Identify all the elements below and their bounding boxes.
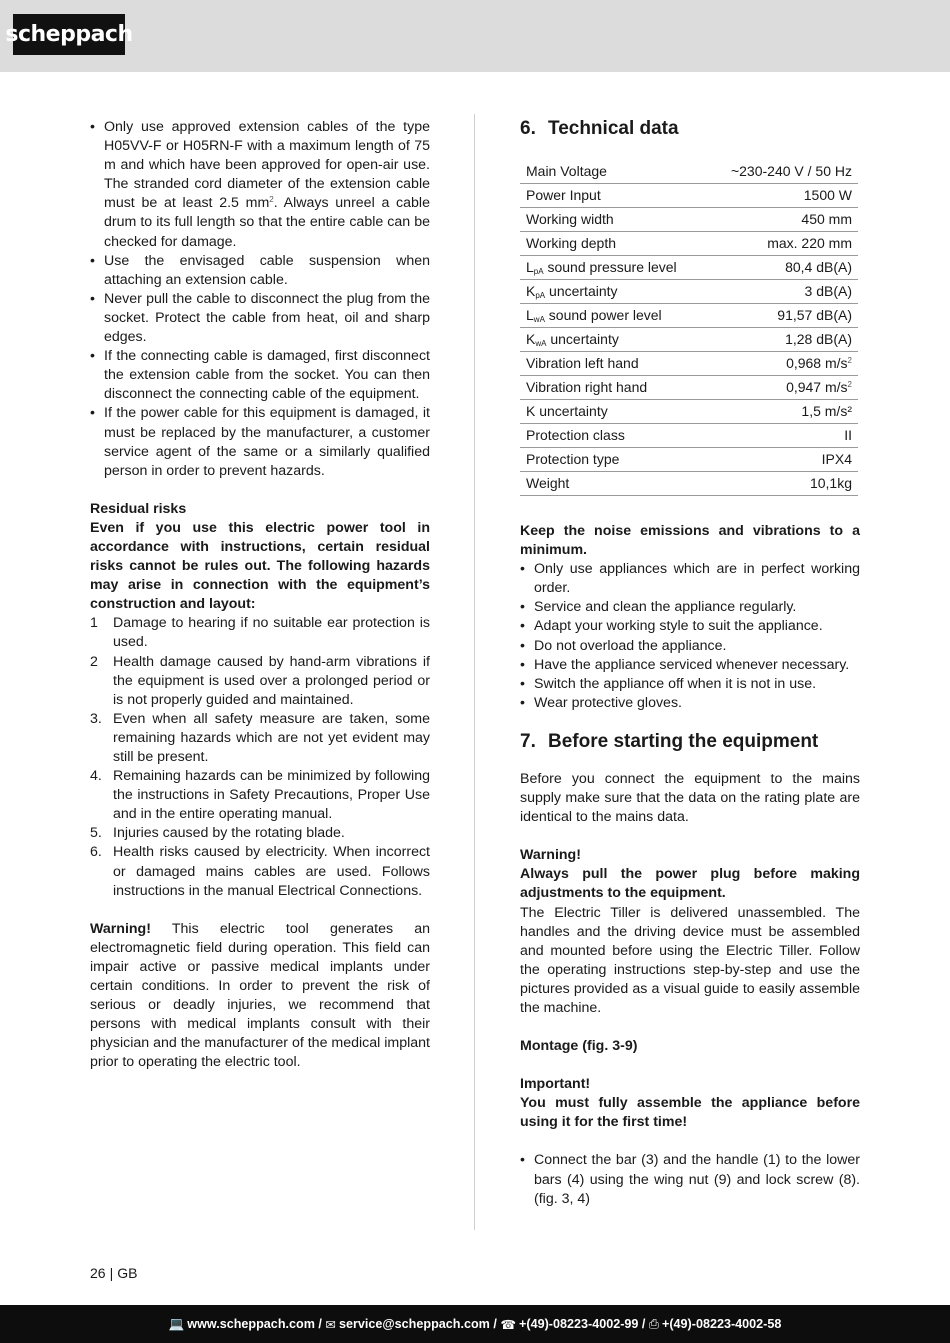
list-item: • If the power cable for this equipment is damaged, it must be replaced by the manufacturer, a customer service agent of the same or a similarly qualified person in order to prevent hazards. [90, 404, 430, 480]
warning-label: Warning! [520, 847, 581, 864]
table-row [520, 280, 858, 304]
spec-value: 10,1kg [706, 472, 858, 496]
spec-value: ~230-240 V / 50 Hz [706, 160, 858, 184]
fax-icon: ⎙ [648, 1316, 659, 1331]
spec-label: Working depth [520, 232, 706, 256]
spec-value: 0,968 $m/s^2$ [706, 352, 858, 376]
table-row [520, 160, 858, 184]
spec-value: 450 mm [706, 208, 858, 232]
before-starting-heading: 7. Before starting the equipment [520, 730, 819, 752]
spec-label: Protection class [520, 424, 706, 448]
spec-label: $K_{wA}$ uncertainty [520, 328, 706, 352]
phone-icon: ☎ [500, 1317, 517, 1332]
spec-value: 80,4 dB(A) [706, 256, 858, 280]
list-item: • Do not overload the appliance. [520, 637, 860, 656]
noise-list [520, 560, 860, 713]
important-text: You must fully assemble the appliance before using it for the first time! [520, 1095, 860, 1131]
footer-bar [0, 1305, 950, 1343]
list-item: • Never pull the cable to disconnect the plug from the socket. Protect the cable from heat, oil and sharp edges. [90, 290, 430, 347]
list-item: • Connect the bar (3) and the handle (1) to the lower bars (4) using the wing nut (9) and lock screw (8). (fig. 3, 4) [520, 1151, 860, 1208]
list-item: • Adapt your working style to suit the appliance. [520, 617, 860, 636]
montage-heading: Montage (fig. 3-9) [520, 1038, 638, 1055]
list-item: 3. Even when all safety measure are taken, some remaining hazards which are not yet evident may still be present. [90, 710, 430, 765]
spec-label: Main Voltage [520, 160, 706, 184]
right-column [520, 118, 860, 1209]
spec-label: K uncertainty [520, 400, 706, 424]
spec-label: Protection type [520, 448, 706, 472]
spec-value: 3 dB(A) [706, 280, 858, 304]
table-row [520, 208, 858, 232]
before-starting-text: Before you connect the equipment to the mains supply make sure that the data on the rating plate are identical to the mains data. [520, 770, 860, 826]
table-row [520, 400, 858, 424]
spec-value: 1,28 dB(A) [706, 328, 858, 352]
list-item: • Have the appliance serviced whenever necessary. [520, 656, 860, 675]
warning-text: Always pull the power plug before making adjustments to the equipment. [520, 866, 860, 902]
table-row [520, 232, 858, 256]
table-row [520, 472, 858, 496]
footer-fax: +(49)-08223-4002-58 [662, 1317, 782, 1331]
list-item: 6. Health risks caused by electricity. When incorrect or damaged mains cables are used. Follows instructions in the manual Electrical Connections. [90, 844, 430, 899]
computer-icon: 💻 [168, 1316, 185, 1331]
table-row [520, 448, 858, 472]
residual-risks-list [90, 614, 430, 900]
spec-label: Weight [520, 472, 706, 496]
list-item: • Only use approved extension cables of the type H05VV-F or H05RN-F with a maximum length of 75 m and which have been approved for open-air use. The stranded cord diameter of the extension cable must be at least 2.5 $mm^2$. Always unreel a cable drum to its full length so that the entire cable can be checked for damage. [90, 118, 430, 252]
list-item: • Service and clean the appliance regularly. [520, 598, 860, 617]
spec-value: IPX4 [706, 448, 858, 472]
emf-warning: Warning! This electric tool generates an electromagnetic field during operation. This field can impair active or passive medical implants under certain conditions. In order to prevent the risk of serious or deadly injuries, we recommend that persons with medical implants consult with their physician and the manufacturer of the medical implant prior to operating the electric tool. [90, 920, 430, 1071]
list-item: • Switch the appliance off when it is not in use. [520, 675, 860, 694]
spec-label: $L_{wA}$ sound power level [520, 304, 706, 328]
spec-label: Power Input [520, 184, 706, 208]
scheppach-logo: scheppach [13, 14, 125, 55]
list-item: 5. Injuries caused by the rotating blade. [90, 825, 345, 842]
spec-value: 1500 W [706, 184, 858, 208]
assembly-list [520, 1151, 860, 1208]
spec-value: II [706, 424, 858, 448]
table-row [520, 424, 858, 448]
list-item: • Wear protective gloves. [520, 694, 860, 713]
envelope-icon: ✉ [325, 1317, 336, 1332]
footer-email[interactable]: service@scheppach.com / [338, 1317, 497, 1331]
spec-value: 91,57 dB(A) [706, 304, 858, 328]
residual-risks-intro: Even if you use this electric power tool in accordance with instructions, certain residual risks cannot be rules out. The following hazards may arise in connection with the equipment’s construction and layout: [90, 519, 430, 613]
spec-label: Vibration left hand [520, 352, 706, 376]
delivery-text: The Electric Tiller is delivered unassembled. The handles and the driving device must be assembled and mounted before using the Electric Tiller. Follow the operating instructions step-by-step and use the pictures provided as a visual guide to easily assemble the machine. [520, 904, 860, 1016]
header-band [0, 0, 950, 72]
noise-heading: Keep the noise emissions and vibrations to a minimum. [520, 523, 860, 559]
spec-label: $L_{pA}$ sound pressure level [520, 256, 706, 280]
table-row [520, 376, 858, 400]
spec-value: 0,947 $m/s^2$ [706, 376, 858, 400]
list-item: • Use the envisaged cable suspension when attaching an extension cable. [90, 252, 430, 290]
footer-website[interactable]: www.scheppach.com / [187, 1317, 322, 1331]
spec-value: max. 220 mm [706, 232, 858, 256]
spec-label: Vibration right hand [520, 376, 706, 400]
important-label: Important! [520, 1076, 591, 1093]
list-item: 1 Damage to hearing if no suitable ear protection is used. [90, 615, 430, 651]
technical-data-table [520, 160, 858, 496]
column-divider [474, 114, 475, 1230]
technical-data-heading: 6. Technical data [520, 118, 679, 139]
table-row [520, 256, 858, 280]
residual-risks-heading: Residual risks [90, 500, 187, 517]
spec-value: 1,5 m/s² [706, 400, 858, 424]
spec-label: $K_{pA}$ uncertainty [520, 280, 706, 304]
left-column [90, 118, 430, 1073]
footer-phone: +(49)-08223-4002-99 / [519, 1317, 646, 1331]
table-row [520, 328, 858, 352]
list-item: • Only use appliances which are in perfect working order. [520, 560, 860, 598]
table-row [520, 184, 858, 208]
list-item: 4. Remaining hazards can be minimized by following the instructions in Safety Precautions, Proper Use and in the entire operating manual. [90, 768, 430, 823]
list-item: 2 Health damage caused by hand-arm vibrations if the equipment is used over a prolonged period or is not properly guided and maintained. [90, 653, 430, 708]
spec-label: Working width [520, 208, 706, 232]
table-row [520, 352, 858, 376]
cable-safety-list [90, 118, 430, 481]
table-row [520, 304, 858, 328]
page-number: 26 | GB [90, 1265, 138, 1281]
list-item: • If the connecting cable is damaged, first disconnect the extension cable from the socket. You can then disconnect the connecting cable of the equipment. [90, 347, 430, 404]
